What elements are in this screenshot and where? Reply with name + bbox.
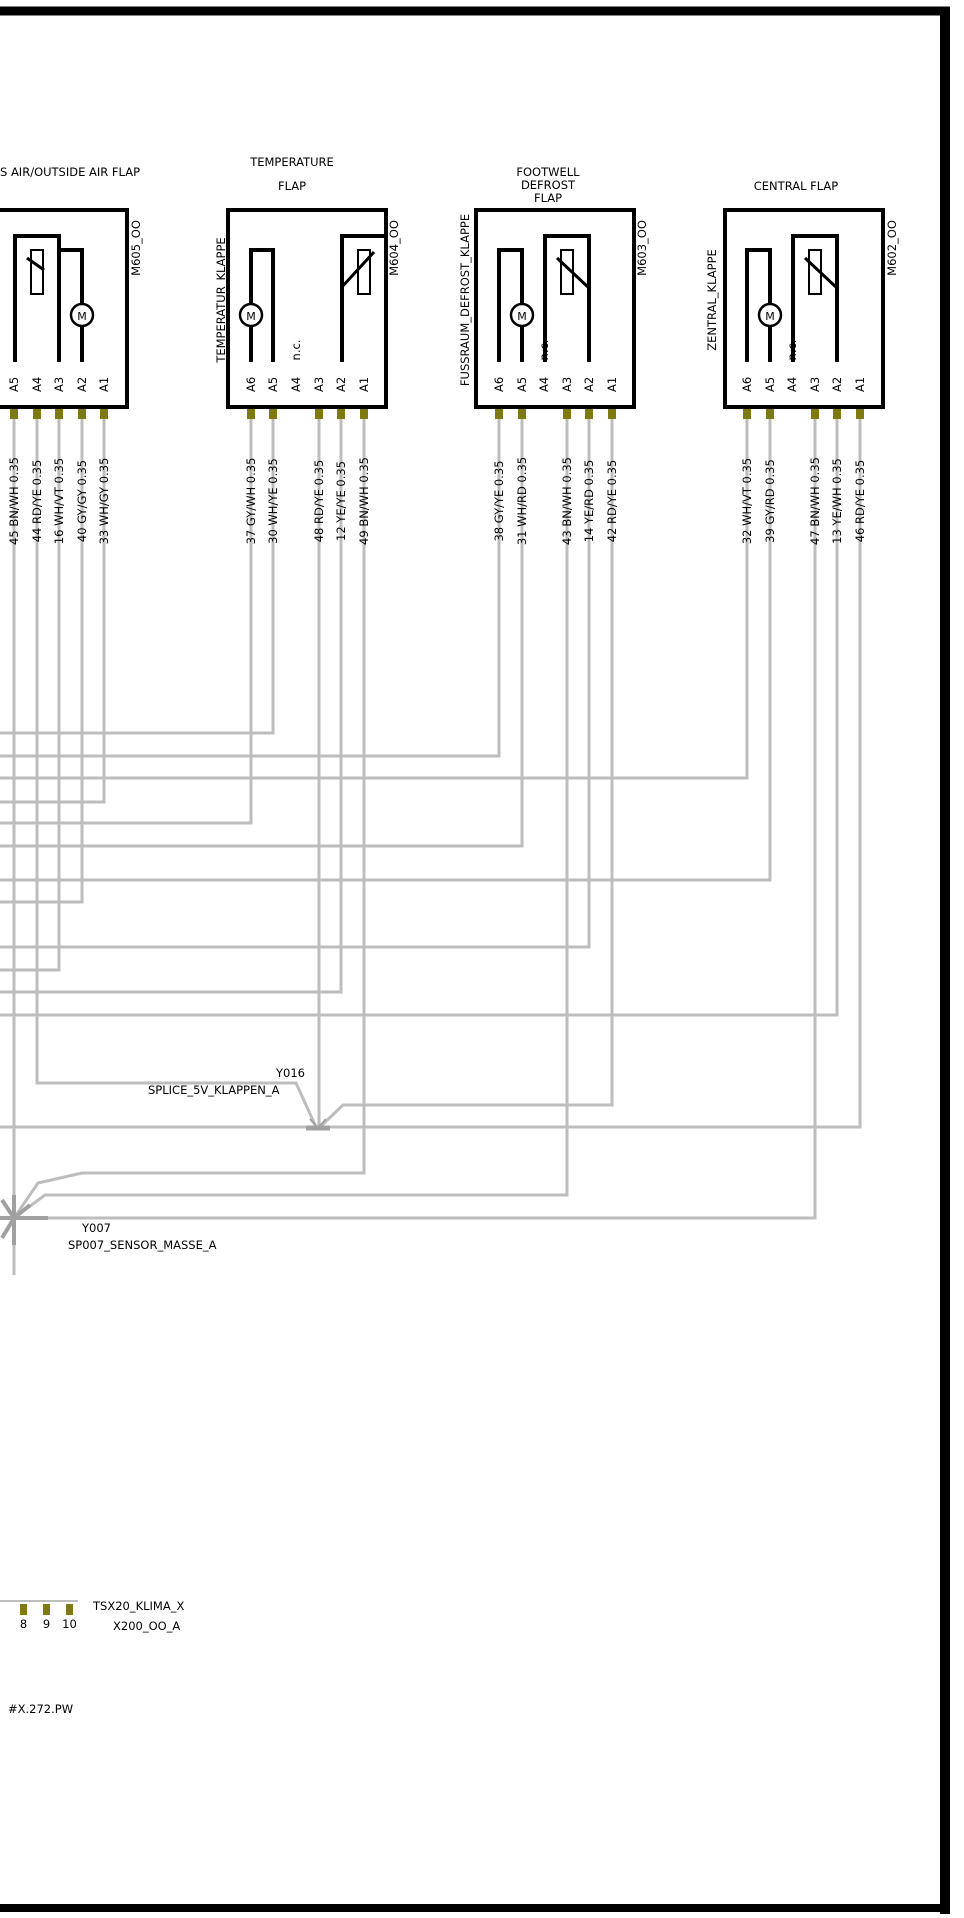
pin-label: A1 [357,376,371,392]
wire-label: 13 YE/WH 0.35 [830,458,844,544]
wire-label: 32 WH/VT 0.35 [740,457,754,545]
pin-nc-label: n.c. [537,339,551,361]
wire-label: 46 RD/YE 0.35 [853,459,867,543]
motor-label: M [246,310,256,323]
pin-marker [563,409,571,419]
pin-nc-label: n.c. [289,339,303,361]
wire-label: 30 WH/YE 0.35 [266,458,280,544]
connector-name: TSX20_KLIMA_X [93,1599,185,1613]
pin-marker [766,409,774,419]
module-m605[interactable] [0,165,143,545]
pin-label: A1 [605,376,619,392]
module-m604[interactable] [214,155,401,545]
connector-x200[interactable] [20,1599,185,1633]
pin-marker [585,409,593,419]
module-m602[interactable] [705,179,899,545]
pin-marker [608,409,616,419]
pin-label: A3 [808,376,822,392]
wire-label: 39 GY/RD 0.35 [763,459,777,543]
pin-label: A1 [97,376,111,392]
pin-marker [337,409,345,419]
pin-label: A4 [289,376,303,392]
pin-marker [856,409,864,419]
pin-label: A2 [830,376,844,392]
motor-label: M [517,310,527,323]
pin-label: A5 [515,376,529,392]
pin-label: A4 [537,376,551,392]
wire-label: 44 RD/YE 0.35 [30,459,44,543]
wire-label: 45 BN/WH 0.35 [7,457,21,545]
pin-label: A6 [244,376,258,392]
pin-marker [78,409,86,419]
module-m604-code: M604_OO [387,220,401,276]
module-m603-code: M603_OO [635,220,649,276]
wire-13-ye-wh[interactable] [0,412,837,1015]
connector-pin-10-marker [66,1604,73,1615]
pin-marker [269,409,277,419]
module-m603-caption: FLAP [533,191,563,205]
splice-y007-name: SP007_SENSOR_MASSE_A [68,1238,217,1252]
pin-marker [833,409,841,419]
module-m605-caption: S AIR/OUTSIDE AIR FLAP [0,165,141,179]
pin-label: A5 [763,376,777,392]
splice-y016-name: SPLICE_5V_KLAPPEN_A [148,1083,280,1097]
wire-label: 12 YE/YE 0.35 [334,460,348,542]
wire-label: 16 WH/VT 0.35 [52,457,66,545]
wire-label: 33 WH/GY 0.35 [97,457,111,545]
module-m604-caption: FLAP [277,179,307,193]
pin-marker [247,409,255,419]
pin-marker [55,409,63,419]
wire-label: 38 GY/YE 0.35 [492,460,506,542]
module-m603-caption: DEFROST [520,178,576,192]
wire-layer [0,412,860,1601]
pin-label: A2 [582,376,596,392]
pin-marker [100,409,108,419]
pin-marker [33,409,41,419]
module-m604-side-label: TEMPERATUR_KLAPPE [214,237,228,363]
connector-pin-8-marker [20,1604,27,1615]
pin-marker [518,409,526,419]
pin-label: A4 [785,376,799,392]
motor-label: M [765,310,775,323]
wire-label: 42 RD/YE 0.35 [605,459,619,543]
module-m603-side-label: FUSSRAUM_DEFROST_KLAPPE [458,213,472,387]
pin-label: A3 [52,376,66,392]
splice-y007-id: Y007 [82,1221,111,1235]
module-m602-caption: CENTRAL FLAP [753,179,839,193]
pin-marker [495,409,503,419]
connector-pin-8-label: 8 [19,1617,28,1631]
pin-label: A4 [30,376,44,392]
wire-label: 40 GY/GY 0.35 [75,459,89,543]
module-m602-code: M602_OO [885,220,899,276]
module-m604-caption: TEMPERATURE [250,155,334,169]
wire-label: 14 YE/RD 0.35 [582,459,596,543]
pin-label: A1 [853,376,867,392]
pin-label: A3 [312,376,326,392]
connector-code: X200_OO_A [113,1619,181,1633]
pin-label: A5 [266,376,280,392]
pin-label: A6 [492,376,506,392]
pin-marker [360,409,368,419]
connector-pin-10-label: 10 [62,1617,77,1631]
module-m605-code: M605_OO [129,220,143,276]
motor-label: M [77,310,87,323]
pin-marker [315,409,323,419]
wire-46-rd-ye[interactable] [0,412,860,1127]
module-m605-internal [15,236,93,362]
pin-label: A2 [334,376,348,392]
wire-47-bn-wh[interactable] [14,412,815,1218]
module-m603-caption: FOOTWELL [516,165,580,179]
wire-32-wh-vt[interactable] [0,412,747,778]
wire-label: 43 BN/WH 0.35 [560,457,574,545]
splice-y016-id: Y016 [276,1066,305,1080]
pin-label: A2 [75,376,89,392]
connector-pin-9-label: 9 [42,1617,51,1631]
module-m602-side-label: ZENTRAL_KLAPPE [705,249,719,351]
page-reference: #X.272.PW [8,1702,74,1716]
pin-label: A3 [560,376,574,392]
pin-marker [743,409,751,419]
wire-label: 49 BN/WH 0.35 [357,457,371,545]
pin-label: A6 [740,376,754,392]
pin-nc-label: n.c. [785,339,799,361]
wire-label: 48 RD/YE 0.35 [312,459,326,543]
wire-39-gy-rd[interactable] [0,412,770,880]
wire-label: 31 WH/RD 0.35 [515,456,529,546]
connector-pin-9-marker [43,1604,50,1615]
potentiometer-icon [31,250,43,294]
module-m603[interactable] [458,165,649,545]
wire-label: 37 GY/WH 0.35 [244,457,258,545]
wire-label: 47 BN/WH 0.35 [808,457,822,545]
module-m604-internal [240,236,386,362]
module-layer [0,155,899,545]
pin-marker [10,409,18,419]
pin-label: A5 [7,376,21,392]
pin-marker [811,409,819,419]
